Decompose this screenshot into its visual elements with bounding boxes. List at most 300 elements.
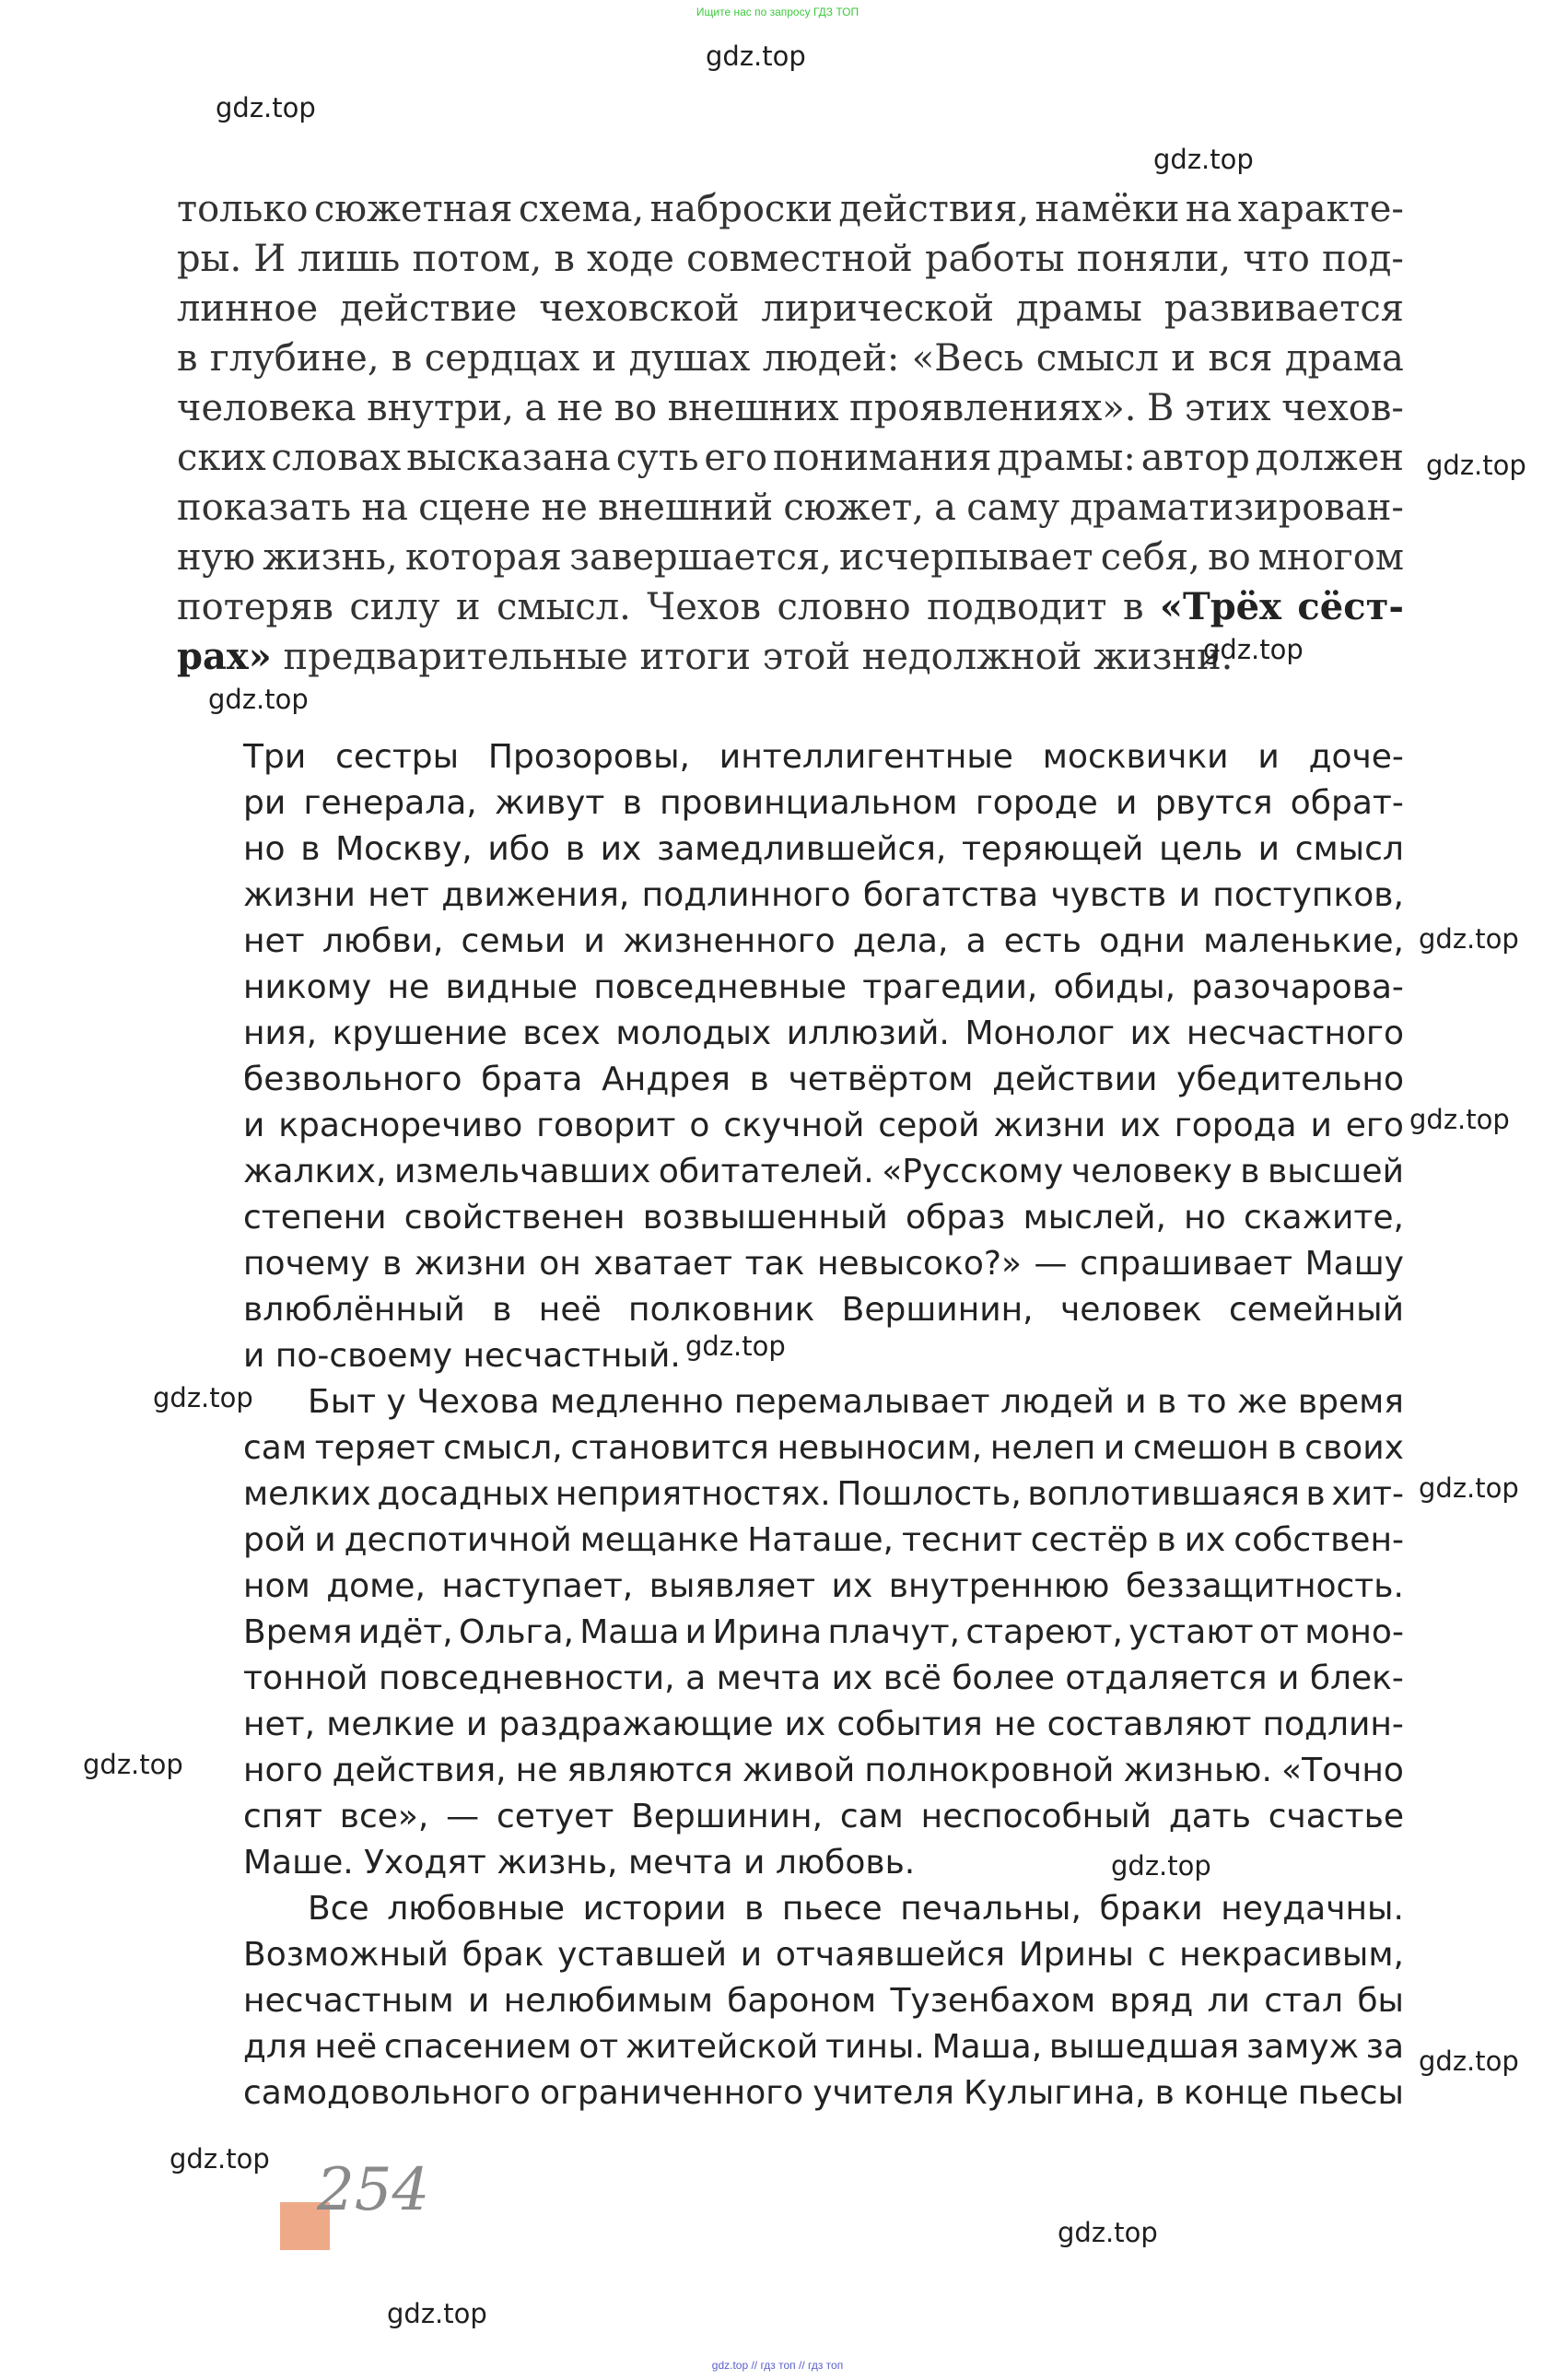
word: и (314, 1521, 336, 1559)
body-line (243, 919, 1404, 965)
word: смысл, (443, 1429, 563, 1467)
word: смысл (1035, 337, 1159, 380)
word: ибо (487, 830, 551, 868)
word: чеховской (539, 287, 740, 330)
word: смысл (1294, 830, 1404, 868)
word: жизни (243, 876, 356, 914)
word: деспотичной (344, 1521, 572, 1559)
word: нелеп (989, 1429, 1096, 1467)
word: возвышенный (642, 1199, 888, 1237)
word: сестры (335, 738, 460, 776)
word: ходе (587, 238, 674, 280)
word: становится (570, 1429, 769, 1467)
word: мыслей, (1023, 1199, 1166, 1237)
word: ры. (177, 238, 242, 280)
word: обиды, (1053, 968, 1176, 1006)
word: никому (243, 968, 372, 1006)
word: житейской (625, 2028, 819, 2066)
word: для (243, 2028, 308, 2066)
body-line (243, 1149, 1404, 1195)
word: Машу (1304, 1245, 1404, 1283)
word: полковник (628, 1291, 815, 1329)
body-line (243, 1518, 1404, 1564)
body-line: Маше. Уходят жизнь, мечта и любовь. (243, 1844, 916, 1882)
word: любовные (387, 1890, 566, 1928)
body-line (243, 1471, 1404, 1518)
word: себя, (1100, 536, 1200, 579)
word: словно (777, 586, 911, 628)
word: драмы (1015, 287, 1142, 330)
word: хит- (1331, 1475, 1404, 1513)
word: доче- (1308, 738, 1404, 776)
word: и (467, 1982, 490, 2020)
word: в (1154, 2074, 1175, 2112)
body-line (243, 1748, 1404, 1794)
word: семьи (461, 922, 567, 960)
word: повседневные (593, 968, 847, 1006)
intro-line (177, 284, 1404, 334)
word: потеряв (177, 586, 333, 628)
word: и (1178, 876, 1200, 914)
word: конце (1183, 2074, 1289, 2112)
word: действия, (838, 188, 1030, 230)
word: Быт (308, 1383, 377, 1421)
word: видные (445, 968, 579, 1006)
word: Возможный (243, 1936, 449, 1974)
word: которая (404, 536, 562, 579)
word: несчастным (243, 1982, 454, 2020)
word: рой (243, 1521, 307, 1559)
word: Чехова (416, 1383, 540, 1421)
body-line (243, 1564, 1404, 1610)
word: ном (243, 1567, 310, 1605)
watermark: gdz.top (1203, 634, 1304, 665)
body-line (243, 873, 1404, 919)
word: подлинного (641, 876, 851, 914)
word: не (541, 487, 588, 529)
word: а (934, 487, 957, 529)
word: полнокровной (864, 1752, 1115, 1789)
word: рвутся (1154, 784, 1273, 822)
word: не (387, 968, 430, 1006)
word: сюжетная (313, 188, 513, 230)
word: и (591, 337, 617, 380)
body-line (243, 1241, 1404, 1287)
word: и (740, 1936, 763, 1974)
watermark: gdz.top (1419, 2046, 1519, 2077)
body-line (243, 1195, 1404, 1241)
word: всё (883, 1659, 941, 1697)
body-line (308, 1379, 1404, 1425)
word: учителя (813, 2074, 954, 2112)
word: «Точно (1281, 1752, 1404, 1789)
word: в (622, 784, 642, 822)
word: Время (243, 1613, 353, 1651)
word: браки (1099, 1890, 1203, 1928)
word: лирической (761, 287, 995, 330)
word: только (177, 188, 309, 230)
word: составляют (1046, 1706, 1252, 1743)
body-line (243, 1794, 1404, 1840)
word: действии (992, 1061, 1158, 1098)
word: их (1184, 1521, 1226, 1559)
watermark: gdz.top (83, 1749, 183, 1780)
word: в (1240, 1153, 1260, 1190)
word: понимания (772, 437, 992, 479)
word: в (1305, 1475, 1326, 1513)
word: маленькие, (1203, 922, 1404, 960)
word: человек (1060, 1291, 1202, 1329)
word: жалких, (243, 1153, 387, 1190)
word: суть (615, 437, 699, 479)
word: а (965, 922, 987, 960)
body-line (243, 1425, 1404, 1471)
word: внешний (598, 487, 774, 529)
word: линное (177, 287, 319, 330)
word: Три (243, 738, 307, 776)
word: действия, (332, 1752, 507, 1789)
word: несчастного (1186, 1014, 1404, 1052)
word: четвёртом (788, 1061, 974, 1098)
word: дела, (852, 922, 949, 960)
word: «Русскому (882, 1153, 1064, 1190)
word: их (831, 1659, 873, 1697)
word: ских (177, 437, 266, 479)
word: внутри, (367, 387, 514, 429)
word: и (465, 1706, 488, 1743)
word: любви, (322, 922, 444, 960)
word: всех (522, 1014, 601, 1052)
word: на (1185, 188, 1233, 230)
word: обрат- (1290, 784, 1404, 822)
word: Ирины (1018, 1936, 1134, 1974)
word: собствен- (1233, 1521, 1404, 1559)
word: Монолог (965, 1014, 1116, 1052)
word: же (1236, 1383, 1288, 1421)
word: показать (177, 487, 352, 529)
word: неспособный (920, 1798, 1152, 1835)
word: в (391, 337, 413, 380)
body-line (243, 1702, 1404, 1748)
word: устают (1128, 1613, 1254, 1651)
word: иллюзий. (786, 1014, 950, 1052)
word: истории (582, 1890, 727, 1928)
word: Вершинин, (631, 1798, 824, 1835)
word: характе- (1237, 188, 1404, 230)
word: «Весь (911, 337, 1024, 380)
word: степени (243, 1199, 387, 1237)
word: трагедии, (862, 968, 1038, 1006)
word: измельчавших (394, 1153, 651, 1190)
word: под- (1322, 238, 1404, 280)
word: чувств (1050, 876, 1167, 914)
word: внутреннюю (888, 1567, 1110, 1605)
word: плачут, (827, 1613, 961, 1651)
word: тины. (825, 2028, 925, 2066)
word: исчерпывает (839, 536, 1093, 579)
word: нелюбимым (503, 1982, 714, 2020)
word: ную (177, 536, 256, 579)
word: сюжет, (783, 487, 924, 529)
word: драматизирован- (1070, 487, 1404, 529)
intro-line (177, 433, 1404, 483)
word: москвички (1042, 738, 1229, 776)
word: живой (742, 1752, 856, 1789)
word: некрасивым, (1179, 1936, 1404, 1974)
intro-line (177, 582, 1404, 632)
word: неудачны. (1221, 1890, 1404, 1928)
word: уставшей (557, 1936, 728, 1974)
word: мещанке (579, 1521, 740, 1559)
word: в (382, 1245, 403, 1283)
body-line (243, 1103, 1404, 1149)
word: невысоко?» (816, 1245, 1022, 1283)
word: почему (243, 1245, 370, 1283)
word: моно- (1304, 1613, 1404, 1651)
word: Ирина (712, 1613, 823, 1651)
word: но (243, 830, 286, 868)
word: более (952, 1659, 1055, 1697)
word: силу (349, 586, 440, 628)
word: хватает (593, 1245, 733, 1283)
page-number: 254 (317, 2156, 430, 2224)
word: стал (1264, 1982, 1344, 2020)
word: подлин- (1262, 1706, 1404, 1743)
word: сцене (418, 487, 532, 529)
word: разочарова- (1191, 968, 1404, 1006)
word: схема, (518, 188, 645, 230)
word: от (1258, 1613, 1299, 1651)
word: вся (1208, 337, 1273, 380)
word: Андрея (602, 1061, 731, 1098)
body-line (243, 1011, 1404, 1057)
word: а (685, 1659, 707, 1697)
watermark: gdz.top (387, 2298, 487, 2329)
word: беззащитность. (1125, 1567, 1404, 1605)
word: в (1156, 1521, 1176, 1559)
word: жизненного (622, 922, 836, 960)
word: доме, (326, 1567, 426, 1605)
intro-line (177, 184, 1404, 234)
word: и (1103, 1429, 1126, 1467)
word: внешних (667, 387, 839, 429)
word: Наташе, (747, 1521, 894, 1559)
word: и (1310, 1107, 1332, 1144)
word: в (744, 1890, 765, 1928)
word: Маша, (931, 2028, 1043, 2066)
intro-line (177, 334, 1404, 383)
word: молодых (615, 1014, 772, 1052)
word: вышедшая (1048, 2028, 1240, 2066)
word: теряет (314, 1429, 436, 1467)
word: во (614, 387, 658, 429)
word: словах (271, 437, 402, 479)
word: Пошлость, (836, 1475, 1022, 1513)
word: ния, (243, 1014, 318, 1052)
word: серой (878, 1107, 980, 1144)
word: теснит (901, 1521, 1023, 1559)
word: и (1257, 738, 1280, 776)
word: Ольга, (458, 1613, 574, 1651)
word: сетует (496, 1798, 614, 1835)
word: перемалывает (733, 1383, 990, 1421)
word: ограниченного (539, 2074, 804, 2112)
intro-line (177, 234, 1404, 284)
watermark: gdz.top (1111, 1850, 1211, 1882)
word: невыносим, (777, 1429, 983, 1467)
word: не (993, 1706, 1036, 1743)
word: поняли, (1076, 238, 1232, 280)
word: мелкие (326, 1706, 455, 1743)
word: В (1146, 387, 1175, 429)
word: пьесы (1297, 2074, 1404, 2112)
word: брак (462, 1936, 544, 1974)
word: вряд (1109, 1982, 1194, 2020)
word: проявлениях». (849, 387, 1137, 429)
word: должен (1255, 437, 1404, 479)
word: его (1345, 1107, 1404, 1144)
word: богатства (862, 876, 1039, 914)
word: многом (1257, 536, 1404, 579)
word: глубине, (209, 337, 380, 380)
word: наступает, (441, 1567, 634, 1605)
word: образ (906, 1199, 1006, 1237)
word: пьесе (781, 1890, 883, 1928)
intro-line (177, 533, 1404, 582)
word: завершается, (569, 536, 832, 579)
body-line (243, 2024, 1404, 2070)
word: и (1277, 1659, 1300, 1697)
word: мечта (716, 1659, 822, 1697)
word: влюблённый (243, 1291, 465, 1329)
word: людей (1000, 1383, 1115, 1421)
word: красноречиво (278, 1107, 523, 1144)
word: то (1187, 1383, 1227, 1421)
watermark: gdz.top (1058, 2217, 1158, 2248)
watermark: gdz.top (1419, 1472, 1519, 1504)
word: в (554, 238, 575, 280)
word: действие (339, 287, 518, 330)
word: «Трёх (1159, 585, 1281, 628)
word: нет (368, 876, 429, 914)
word: их (831, 1567, 873, 1605)
word: его (704, 437, 768, 479)
word: за (1365, 2028, 1404, 2066)
body-line (243, 2070, 1404, 2116)
word: неё (538, 1291, 602, 1329)
word: их (1119, 1107, 1161, 1144)
body-line (243, 965, 1404, 1011)
word: семейный (1228, 1291, 1404, 1329)
word: Тузенбахом (890, 1982, 1096, 2020)
word: этих (1184, 387, 1271, 429)
word: самодовольного (243, 2074, 531, 2112)
word: генерала, (303, 784, 477, 822)
watermark: gdz.top (208, 684, 309, 715)
word: бароном (727, 1982, 877, 2020)
word: высказана (406, 437, 611, 479)
word: замедлившейся, (656, 830, 947, 868)
watermark: gdz.top (1419, 923, 1519, 955)
word: медленно (550, 1383, 724, 1421)
word: и (1171, 337, 1196, 380)
body-line: и по-своему несчастный. (243, 1337, 681, 1375)
word: душах (628, 337, 751, 380)
word: в (1122, 586, 1144, 628)
word: жизни (414, 1245, 527, 1283)
word: свойственен (403, 1199, 626, 1237)
word: Прозоровы, (487, 738, 690, 776)
word: человеку (1070, 1153, 1233, 1190)
word: с (1147, 1936, 1166, 1974)
word: движения, (441, 876, 630, 914)
word: их (784, 1706, 826, 1743)
word: теряющей (962, 830, 1144, 868)
body-line (243, 1932, 1404, 1978)
body-line (243, 827, 1404, 873)
word: так (744, 1245, 805, 1283)
word: скучной (723, 1107, 865, 1144)
watermark: gdz.top (216, 92, 316, 123)
word: лишь (298, 238, 401, 280)
word: в (300, 830, 321, 868)
word: убедительно (1176, 1061, 1404, 1098)
word: в (1277, 1429, 1297, 1467)
word: их (1129, 1014, 1172, 1052)
word: есть (1003, 922, 1081, 960)
word: жизнь, (263, 536, 398, 579)
intro-line-text: предварительные итоги этой недолжной жизни. (271, 636, 1233, 678)
word: в (177, 337, 198, 380)
watermark: gdz.top (170, 2143, 270, 2175)
word: о (689, 1107, 710, 1144)
word: отчаявшейся (775, 1936, 1006, 1974)
word: на (361, 487, 408, 529)
word: Вершинин, (841, 1291, 1034, 1329)
word: и (684, 1613, 707, 1651)
word: городе (975, 784, 1098, 822)
word: крушение (332, 1014, 508, 1052)
word: нет, (243, 1706, 316, 1743)
bottom-banner: gdz.top // гдз топ // гдз топ (711, 2359, 844, 2372)
word: провинциальном (660, 784, 958, 822)
word: блек- (1309, 1659, 1404, 1697)
word: обитателей. (658, 1153, 874, 1190)
word: идёт, (357, 1613, 453, 1651)
word: стареют, (965, 1613, 1123, 1651)
intro-line (177, 383, 1404, 433)
word: и (455, 586, 481, 628)
body-line (243, 1287, 1404, 1333)
word: сердцах (424, 337, 580, 380)
body-line (243, 1978, 1404, 2024)
word: в (1156, 1383, 1177, 1421)
word: повседневности, (378, 1659, 675, 1697)
word: а (524, 387, 547, 429)
watermark: gdz.top (153, 1382, 253, 1413)
word: раздражающие (498, 1706, 774, 1743)
word: потом, (412, 238, 543, 280)
word: все», (339, 1798, 429, 1835)
word: автор (1140, 437, 1250, 479)
word: их (600, 830, 642, 868)
word: бы (1357, 1982, 1404, 2020)
word: саму (966, 487, 1060, 529)
word: дать (1168, 1798, 1251, 1835)
word: но (1184, 1199, 1226, 1237)
word: Все (308, 1890, 369, 1928)
word: неё (314, 2028, 378, 2066)
